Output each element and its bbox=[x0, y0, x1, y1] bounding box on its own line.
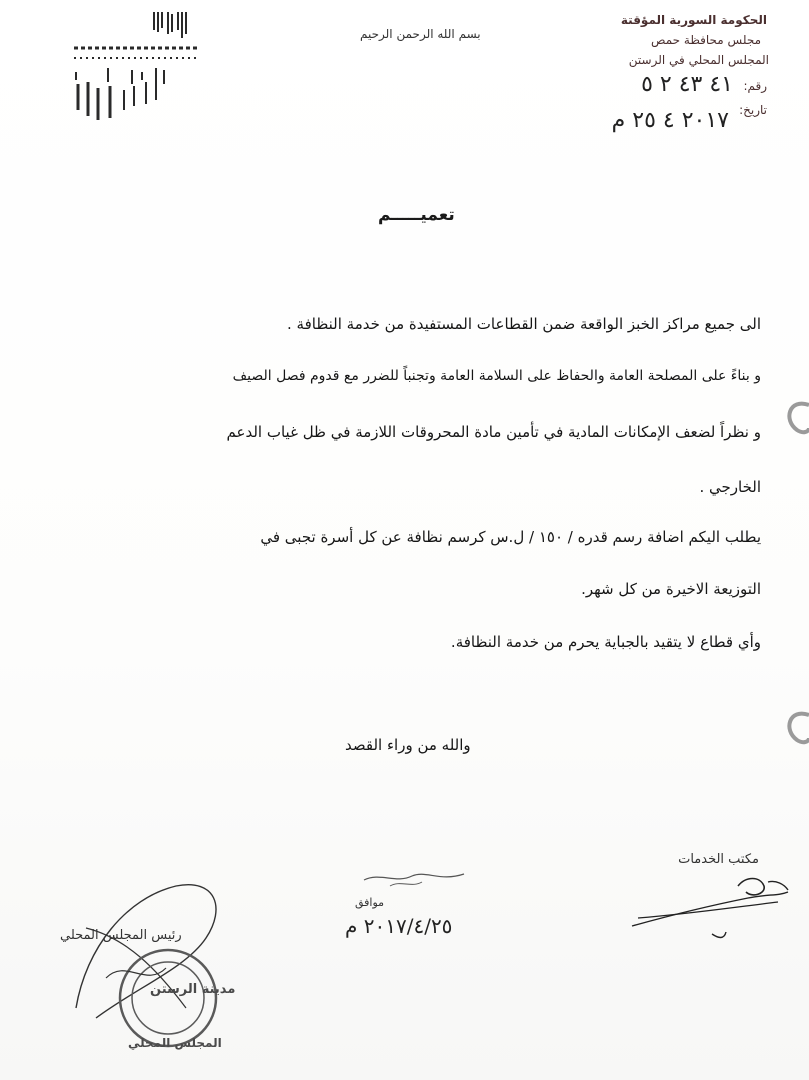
services-office-label: مكتب الخدمات bbox=[678, 852, 759, 867]
date-value: ٢٠١٧ ٤ ٢٥ م bbox=[611, 108, 729, 133]
binder-rings bbox=[769, 0, 809, 1080]
paragraph-1-line-2: و نظراً لضعف الإمكانات المادية في تأمين مادة المحروقات اللازمة في ظل غياب الدعم bbox=[226, 423, 761, 441]
basmala: بسم الله الرحمن الرحيم bbox=[360, 27, 481, 41]
council-head-label: رئيس المجلس المحلي bbox=[60, 928, 182, 943]
gov-line-3: المجلس المحلي في الرستن bbox=[628, 53, 769, 67]
closing-line: والله من وراء القصد bbox=[345, 736, 471, 754]
approved-label: موافق bbox=[355, 896, 385, 909]
barcode-mark bbox=[72, 10, 202, 125]
stamp-city-text: مدينة الرستن bbox=[150, 982, 236, 997]
approved-date: ٢٠١٧/٤/٢٥ م bbox=[345, 914, 453, 938]
document-title: تعميـــــم bbox=[378, 205, 455, 225]
paragraph-1-line-1: و بناءً على المصلحة العامة والحفاظ على السلامة العامة وتجنباً للضرر مع قدوم فصل الصيف bbox=[232, 368, 761, 384]
addressee-line: الى جميع مراكز الخبز الواقعة ضمن القطاعات المستفيدة من خدمة النظافة . bbox=[287, 315, 761, 333]
date-label: تاريخ: bbox=[739, 103, 767, 117]
paragraph-3: وأي قطاع لا يتقيد بالجباية يحرم من خدمة النظافة. bbox=[450, 633, 761, 651]
ref-label: رقم: bbox=[743, 79, 767, 93]
paragraph-1-line-3: الخارجي . bbox=[699, 478, 761, 496]
ref-value: ٤١ ٤٣ ٢ ٥ bbox=[641, 72, 733, 97]
stamp-council-text: المجلس المحلي bbox=[128, 1036, 222, 1050]
gov-line-1: الحكومة السورية المؤقتة bbox=[620, 13, 767, 27]
paragraph-2-line-2: التوزيعة الاخيرة من كل شهر. bbox=[581, 580, 761, 598]
gov-line-2: مجلس محافظة حمص bbox=[651, 33, 761, 47]
approval-signature bbox=[360, 866, 470, 896]
paragraph-2-line-1: يطلب اليكم اضافة رسم قدره / ١٥٠ / ل.س كرسم نظافة عن كل أسرة تجبى في bbox=[260, 528, 761, 546]
